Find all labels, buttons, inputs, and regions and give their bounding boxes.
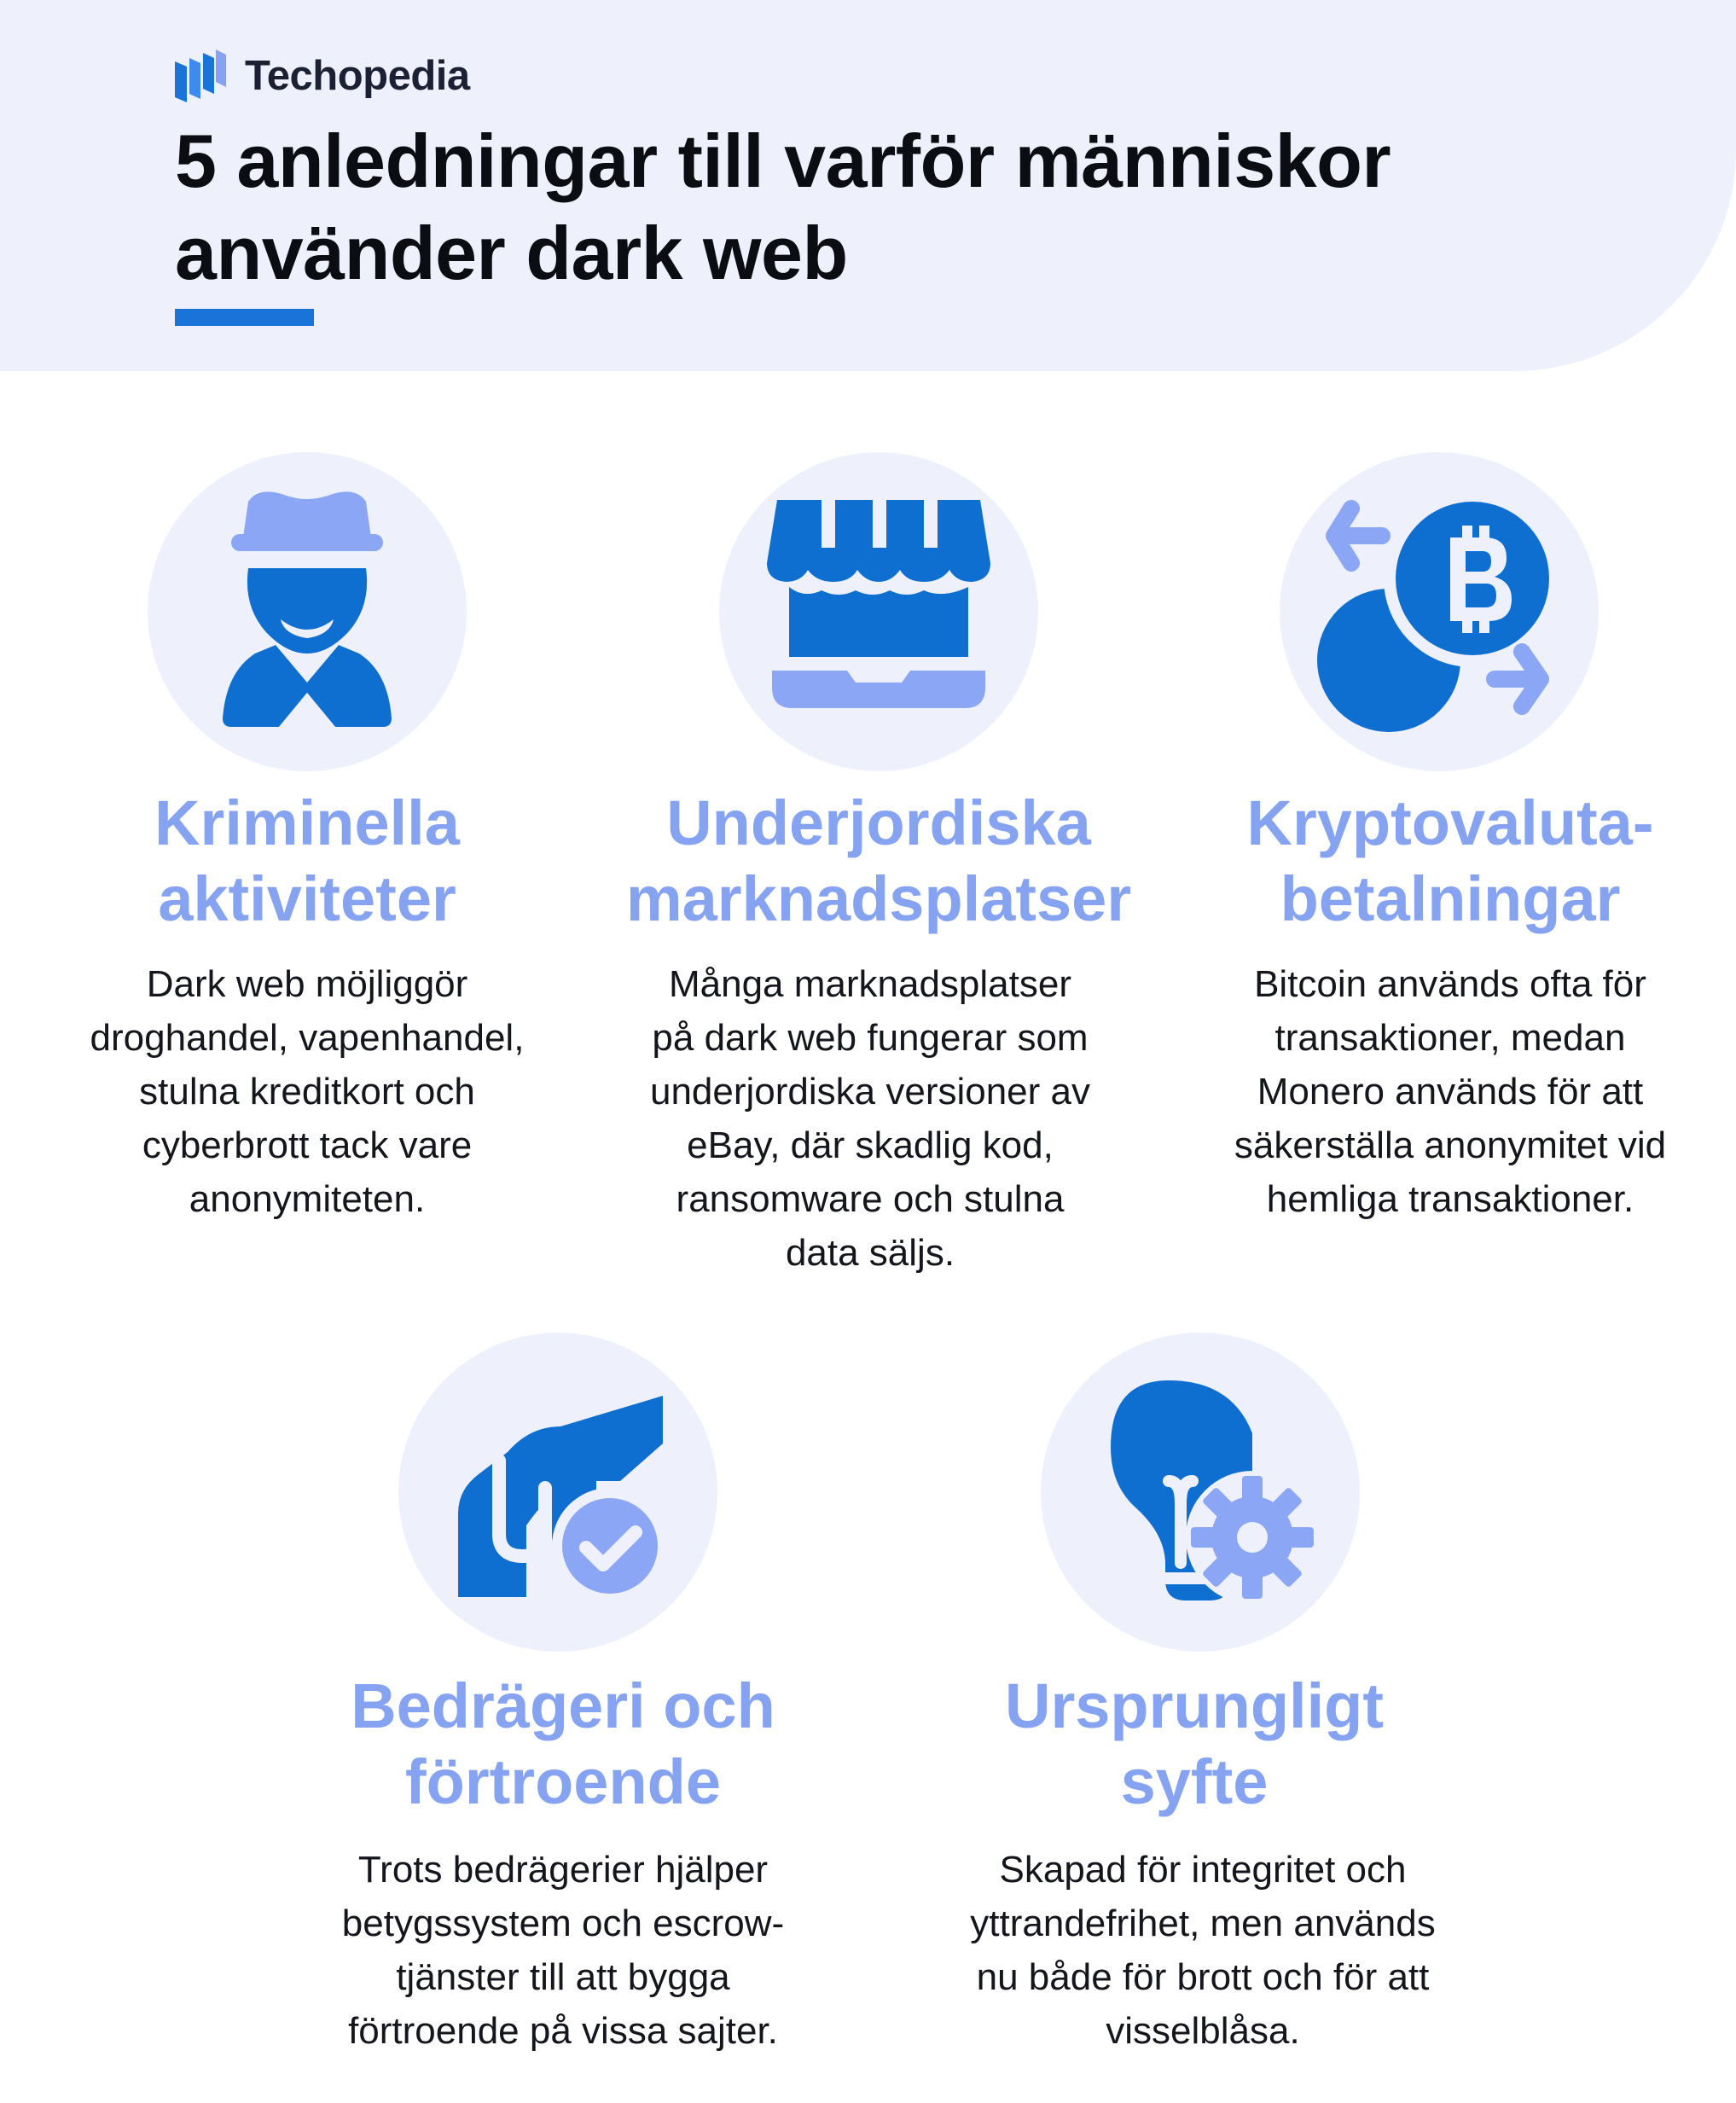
reason-text: Trots bedrägerier hjälper betygssystem och escrow-tjänster till att bygga förtroende på vissa sajter. [341,1849,785,2052]
icon-circle [148,452,467,771]
title-underline [175,309,314,326]
trust-handshake-check-icon [398,1333,717,1652]
icon-circle [719,452,1038,771]
techopedia-logo-icon [175,49,226,102]
brand-name: Techopedia [245,53,470,99]
reason-text: Många marknadsplatser på dark web fungerar som underjordiska versioner av eBay, där skadlig kod, ransomware och stulna data säljs. [649,963,1091,1274]
reason-title: Underjordiska marknadsplatser [625,787,1132,934]
icon-circle [1280,452,1599,771]
hacker-icon [148,452,467,771]
lightbulb-gear-icon [1041,1333,1360,1652]
reason-title: Bedrägeri och förtroende [351,1670,775,1817]
icon-circle [398,1333,717,1652]
reason-text: Dark web möjliggör droghandel, vapenhandel, stulna kreditkort och cyberbrott tack vare anonymiteten. [90,963,525,1220]
page-title: 5 anledningar till varför människor använder dark web [175,119,1391,295]
reason-title: Kryptovaluta-betalningar [1246,787,1654,934]
brand-logo[interactable] [175,49,470,102]
bitcoin-exchange-icon [1280,452,1599,771]
reason-title: Ursprungligt syfte [1005,1670,1384,1817]
reason-title: Kriminella aktiviteter [154,787,460,934]
reason-text: Skapad för integritet och yttrandefrihet, men används nu både för brott och för att visselblåsa. [970,1849,1436,2052]
reason-text: Bitcoin används ofta för transaktioner, medan Monero används för att säkerställa anonymitet vid hemliga transaktioner. [1234,963,1667,1220]
marketplace-shop-icon [719,452,1038,771]
icon-circle [1041,1333,1360,1652]
